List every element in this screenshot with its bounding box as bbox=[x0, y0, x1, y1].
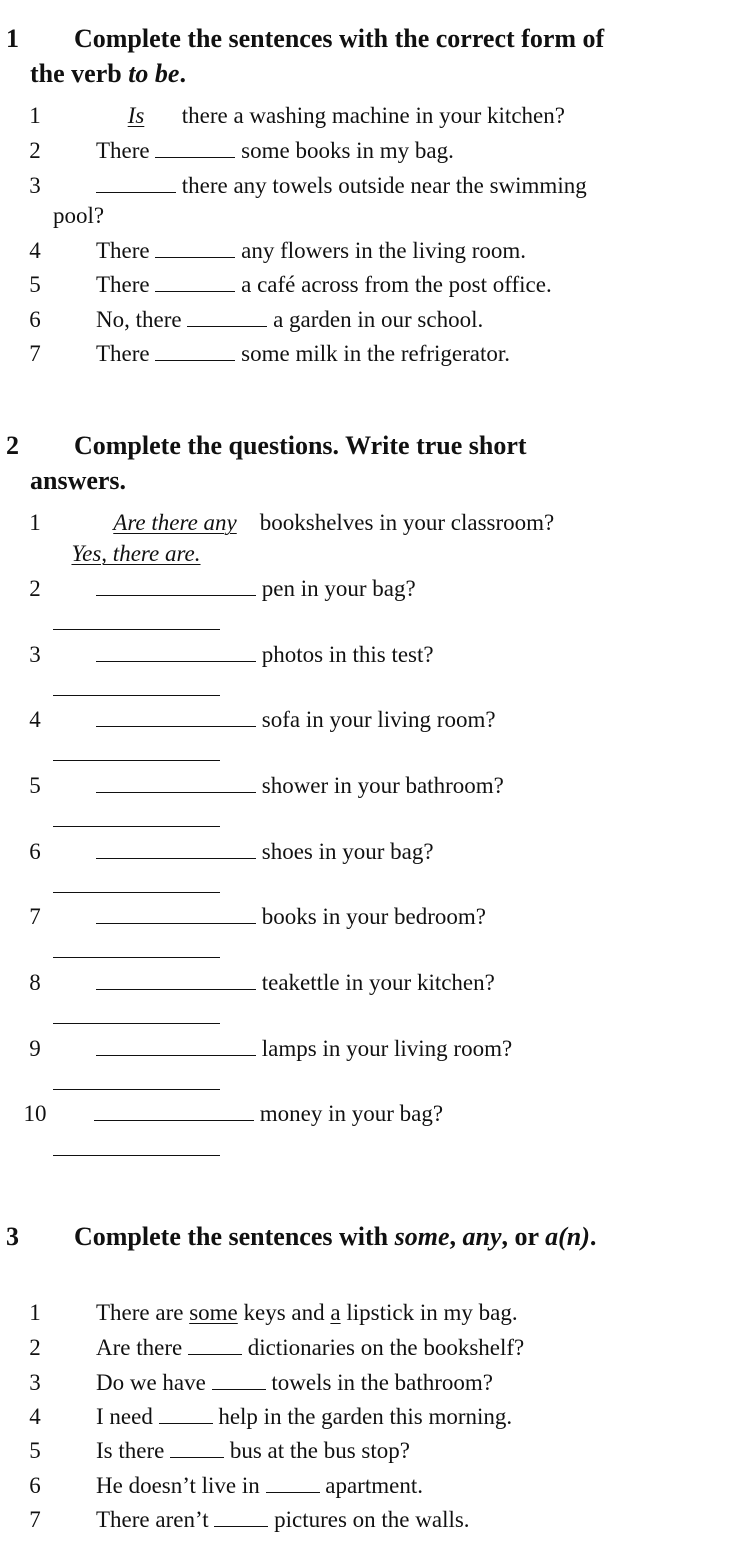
s1-blank-7[interactable] bbox=[155, 359, 235, 361]
s3-item-2: Are there dictionaries on the bookshelf? bbox=[96, 1335, 525, 1360]
s2-question-blank[interactable] bbox=[96, 857, 256, 859]
s1-blank-3[interactable] bbox=[96, 191, 176, 193]
s2-item-number: 9 bbox=[29, 1036, 41, 1061]
s1-item-number: 2 bbox=[29, 138, 41, 163]
s3-item-7: There aren’t pictures on the walls. bbox=[96, 1507, 470, 1532]
s2-item-9: lamps in your living room? bbox=[96, 1034, 512, 1064]
s2-item-6: shoes in your bag? bbox=[96, 837, 434, 867]
s3-blank[interactable] bbox=[266, 1491, 320, 1493]
s2-item-7: books in your bedroom? bbox=[96, 902, 486, 932]
s1-item-5: There a café across from the post office. bbox=[96, 272, 552, 297]
section-1-title-line2: the verb to be. bbox=[30, 59, 186, 88]
section-3-title: Complete the sentences with some, any, or a(n). bbox=[74, 1222, 597, 1251]
s2-answer-line[interactable] bbox=[53, 892, 220, 893]
section-2-title-line1: Complete the questions. Write true short bbox=[74, 431, 527, 460]
s1-item-7: There some milk in the refrigerator. bbox=[96, 341, 511, 366]
s2-question-blank[interactable] bbox=[96, 791, 256, 793]
s3-item-6: He doesn’t live in apartment. bbox=[96, 1473, 423, 1498]
s3-item-number: 1 bbox=[29, 1300, 41, 1325]
s1-item-number: 4 bbox=[29, 238, 41, 263]
s3-blank[interactable] bbox=[214, 1525, 268, 1527]
section-2-title-line2: answers. bbox=[30, 466, 127, 495]
s1-blank-4[interactable] bbox=[155, 256, 235, 258]
s3-item-3: Do we have towels in the bathroom? bbox=[96, 1370, 494, 1395]
s2-question-blank[interactable] bbox=[94, 1119, 254, 1121]
s1-item-number: 5 bbox=[29, 272, 41, 297]
s3-blank[interactable] bbox=[159, 1422, 213, 1424]
s2-item-8: teakettle in your kitchen? bbox=[96, 968, 495, 998]
s3-item-number: 4 bbox=[29, 1404, 41, 1429]
s2-item-number: 7 bbox=[29, 904, 41, 929]
s2-example-reply-row bbox=[53, 539, 219, 569]
s2-question-blank[interactable] bbox=[96, 594, 256, 596]
s2-question-blank[interactable] bbox=[96, 988, 256, 990]
s1-blank-5[interactable] bbox=[155, 290, 235, 292]
s1-item-1: Is there a washing machine in your kitchen? bbox=[96, 101, 565, 131]
s3-item-number: 5 bbox=[29, 1438, 41, 1463]
s3-item-4: I need help in the garden this morning. bbox=[96, 1404, 513, 1429]
s1-item-number: 7 bbox=[29, 341, 41, 366]
s1-blank-6[interactable] bbox=[187, 325, 267, 327]
s2-answer-line[interactable] bbox=[53, 695, 220, 696]
s1-item-3: there any towels outside near the swimming bbox=[96, 171, 587, 201]
s2-example-answer[interactable]: Are there any bbox=[113, 510, 237, 535]
s3-item-number: 6 bbox=[29, 1473, 41, 1498]
s2-item-4: sofa in your living room? bbox=[96, 705, 496, 735]
s1-item-number: 3 bbox=[29, 173, 41, 198]
s2-question-blank[interactable] bbox=[96, 660, 256, 662]
s2-item-number: 3 bbox=[29, 642, 41, 667]
s2-item-2: pen in your bag? bbox=[96, 574, 416, 604]
s1-answer-is[interactable]: Is bbox=[127, 103, 145, 128]
s2-answer-line[interactable] bbox=[53, 760, 220, 761]
s2-item-number: 6 bbox=[29, 839, 41, 864]
s2-item-number: 8 bbox=[29, 970, 41, 995]
s3-blank[interactable] bbox=[212, 1388, 266, 1390]
s1-item-number: 6 bbox=[29, 307, 41, 332]
s2-question-blank[interactable] bbox=[96, 922, 256, 924]
s1-blank-2[interactable] bbox=[155, 156, 235, 158]
s2-question-blank[interactable] bbox=[96, 1054, 256, 1056]
section-1-number: 1 bbox=[6, 24, 19, 53]
section-1-title-line1: Complete the sentences with the correct form of bbox=[74, 24, 605, 53]
section-3-number: 3 bbox=[6, 1222, 19, 1251]
s1-item-6: No, there a garden in our school. bbox=[96, 307, 484, 332]
section-2-number: 2 bbox=[6, 431, 19, 460]
s2-answer-line[interactable] bbox=[53, 826, 220, 827]
s2-answer-line[interactable] bbox=[53, 1089, 220, 1090]
s3-item-number: 3 bbox=[29, 1370, 41, 1395]
s3-item-5: Is there bus at the bus stop? bbox=[96, 1438, 410, 1463]
s1-item-3-cont: pool? bbox=[53, 203, 105, 228]
s2-item-5: shower in your bathroom? bbox=[96, 771, 504, 801]
s2-example-reply[interactable]: Yes, there are. bbox=[71, 541, 201, 566]
s3-item-number: 2 bbox=[29, 1335, 41, 1360]
s1-item-4: There any flowers in the living room. bbox=[96, 238, 527, 263]
s2-item-number: 5 bbox=[29, 773, 41, 798]
s2-answer-line[interactable] bbox=[53, 1155, 220, 1156]
s2-answer-line[interactable] bbox=[53, 957, 220, 958]
s3-item-number: 7 bbox=[29, 1507, 41, 1532]
s2-item-3: photos in this test? bbox=[96, 640, 434, 670]
s3-example-answer-some[interactable]: some bbox=[189, 1300, 238, 1325]
s2-item-number: 2 bbox=[29, 576, 41, 601]
s3-blank[interactable] bbox=[170, 1456, 224, 1458]
s2-item-number: 4 bbox=[29, 707, 41, 732]
s2-example: Are there any bookshelves in your classroom? bbox=[96, 508, 554, 538]
s1-item-2: There some books in my bag. bbox=[96, 138, 454, 163]
s1-item-number: 1 bbox=[29, 103, 41, 128]
s2-question-blank[interactable] bbox=[96, 725, 256, 727]
s2-item-number: 10 bbox=[23, 1101, 47, 1126]
s2-item-number: 1 bbox=[29, 510, 41, 535]
s2-answer-line[interactable] bbox=[53, 629, 220, 630]
s3-blank[interactable] bbox=[188, 1353, 242, 1355]
s3-example-answer-a[interactable]: a bbox=[330, 1300, 341, 1325]
s3-example: There are some keys and a lipstick in my bag. bbox=[96, 1300, 518, 1325]
s2-item-10: money in your bag? bbox=[94, 1099, 443, 1129]
s2-answer-line[interactable] bbox=[53, 1023, 220, 1024]
